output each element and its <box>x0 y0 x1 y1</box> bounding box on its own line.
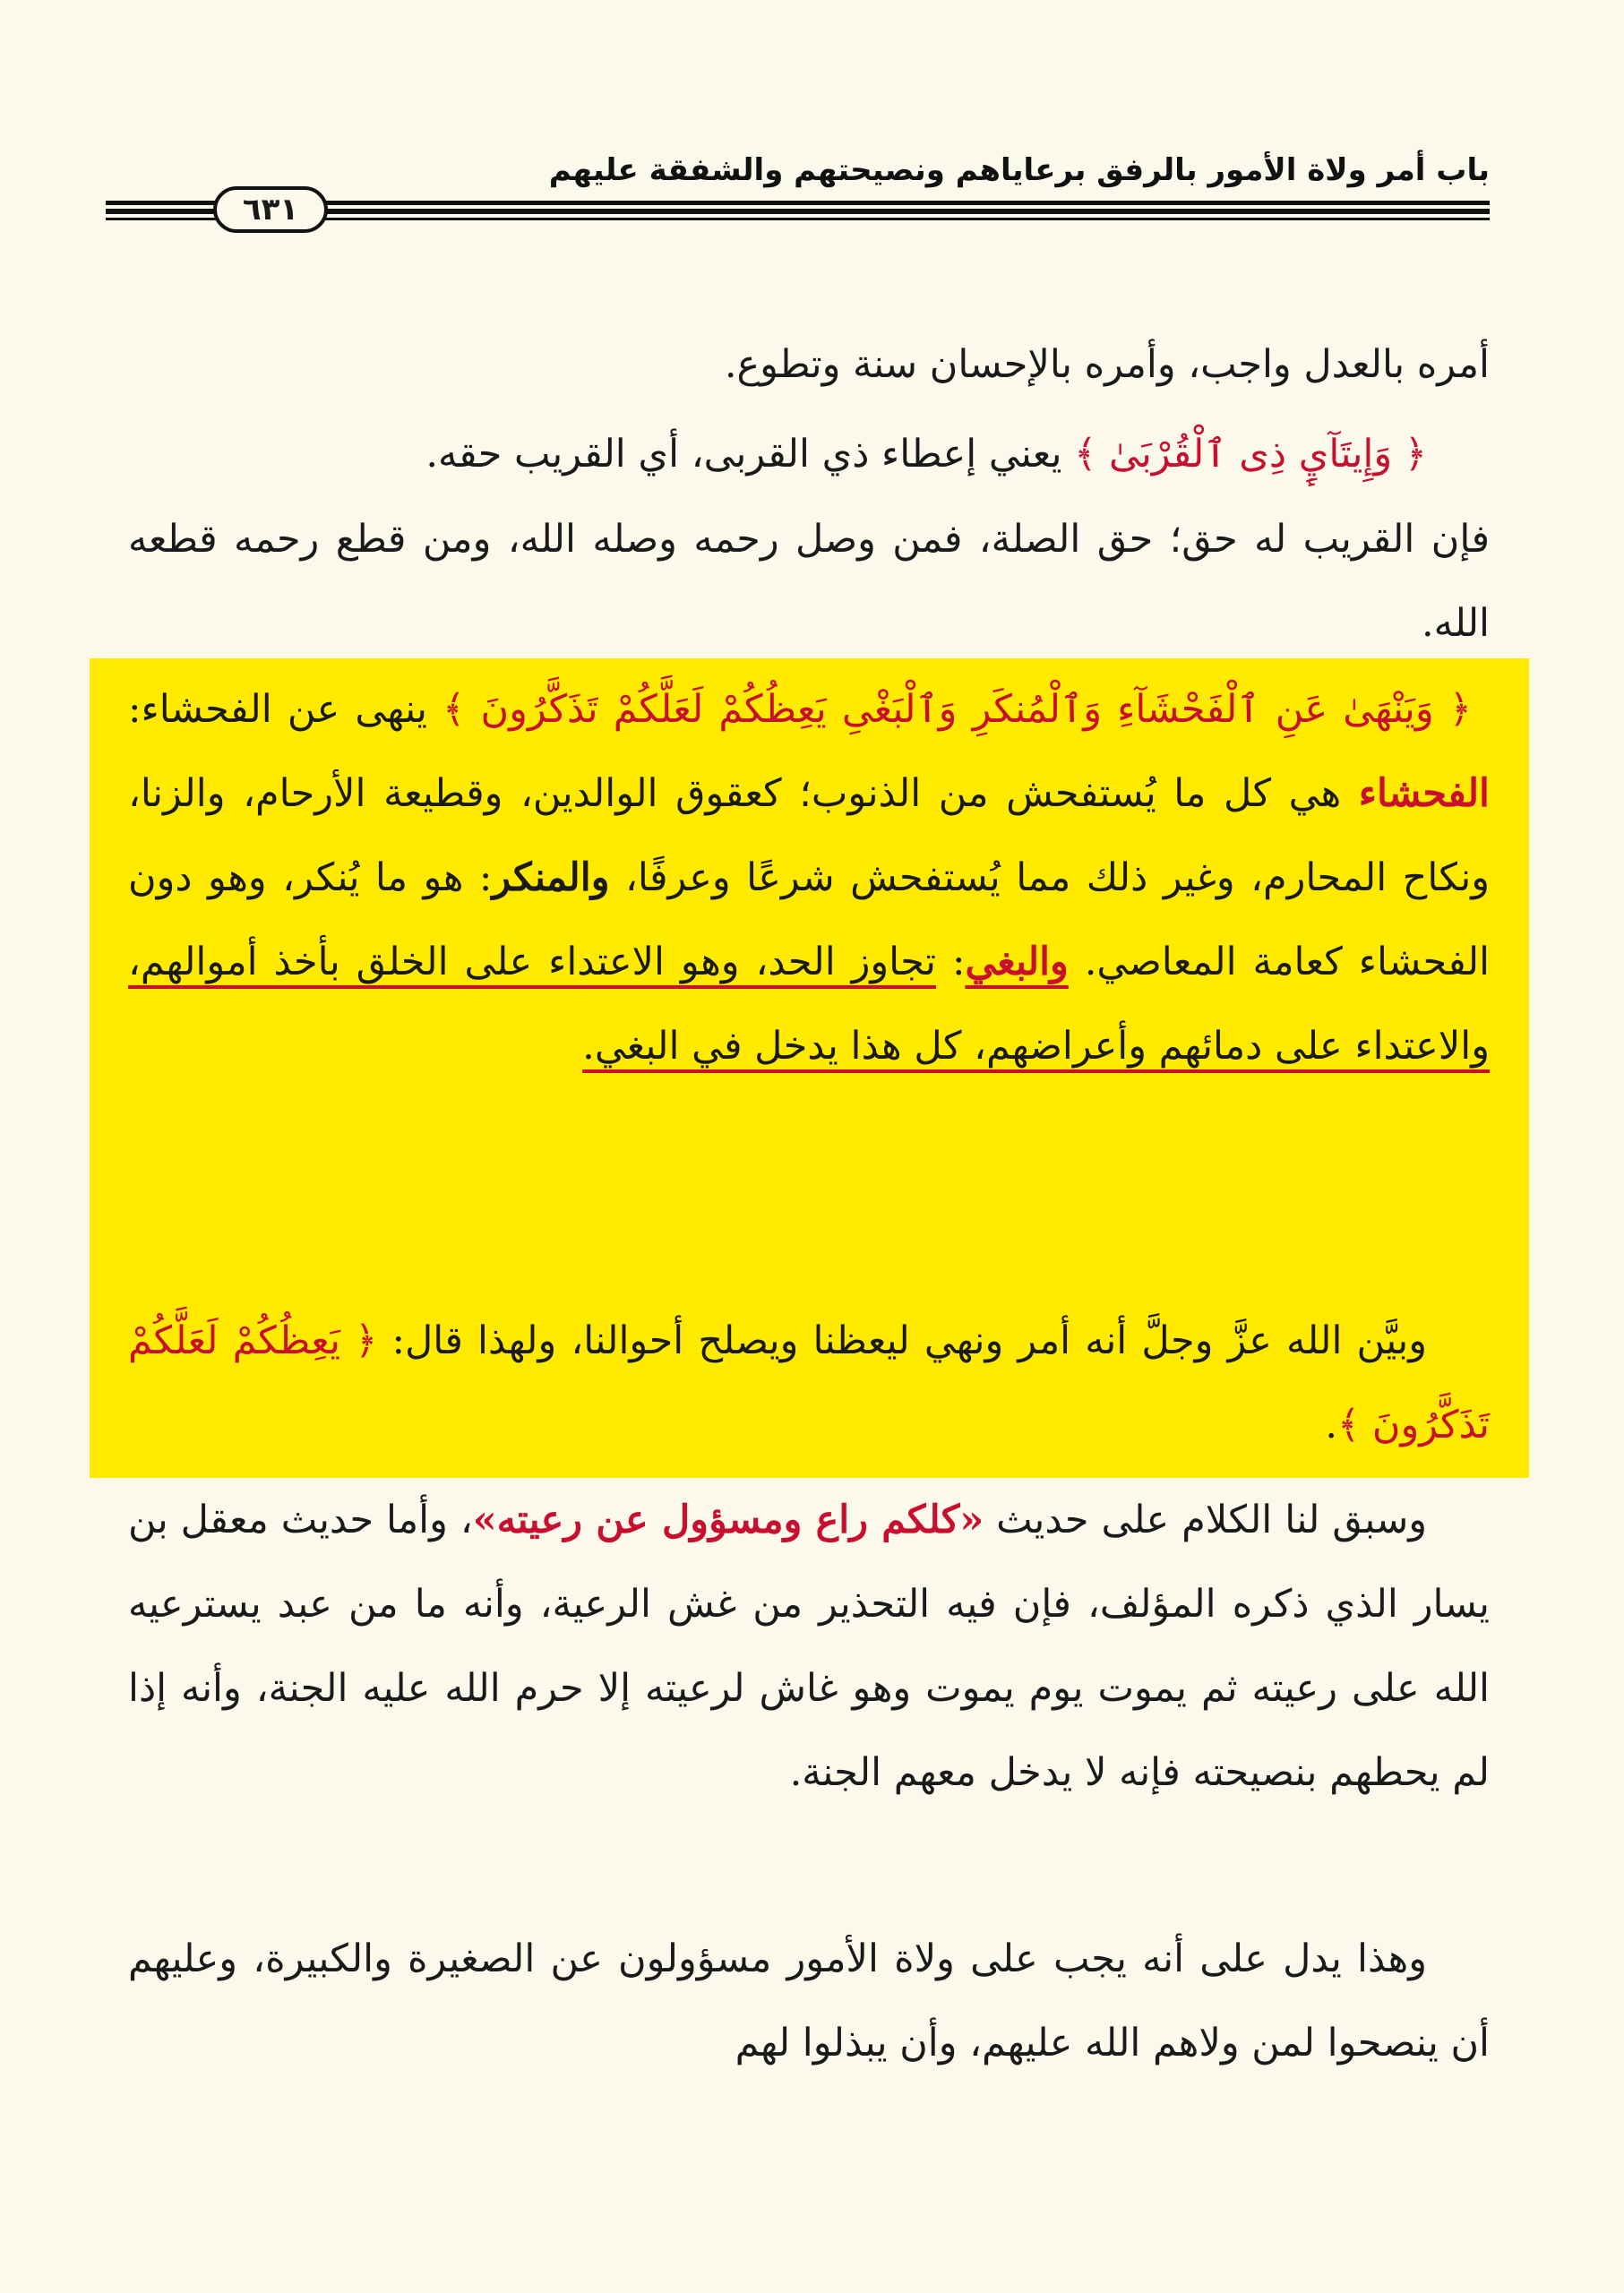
chapter-title: باب أمر ولاة الأمور بالرفق برعاياهم ونصيحتهم والشفقة عليهم <box>548 152 1490 188</box>
paragraph-5 <box>128 1299 1490 1467</box>
quran-verse: ﴿ يَعِظُكُمْ لَعَلَّكُمْ تَذَكَّرُونَ ﴾ <box>128 1318 1490 1447</box>
paragraph-6-text: ، وأما حديث معقل بن يسار الذي ذكره المؤلف، فإن فيه التحذير من غش الرعية، وأنه ما من عبد يسترعيه الله على رعيته ثم يموت يوم يموت وهو غاش لرعيته إلا حرم الله عليه الجنة، وأنه إذا لم يحطهم بنصيحته فإنه لا يدخل معهم الجنة. <box>128 1498 1490 1795</box>
paragraph-3-text: فإن القريب له حق؛ حق الصلة، فمن وصل رحمه وصله الله، ومن قطع رحمه قطعه الله. <box>128 517 1490 646</box>
hadith-quote: «كلكم راع ومسؤول عن رعيته» <box>472 1498 984 1542</box>
paragraph-7 <box>128 1917 1490 2085</box>
paragraph-2-text: يعني إعطاء ذي القربى، أي القريب حقه. <box>425 432 1075 477</box>
paragraph-4 <box>128 667 1490 1088</box>
term-baghy: والبغي <box>965 940 1069 984</box>
paragraph-4-text: ينهى عن الفحشاء: <box>128 687 443 732</box>
quran-verse: ﴿ وَإِيتَآيِٕ ذِى ٱلْقُرْبَىٰ ﴾ <box>1074 432 1427 477</box>
paragraph-4-text: : هو ما يُنكر، وهو دون الفحشاء كعامة المعاصي. <box>128 855 1491 984</box>
quran-verse: ﴿ وَيَنْهَىٰ عَنِ ٱلْفَحْشَآءِ وَٱلْمُنكَرِ وَٱلْبَغْىِ يَعِظُكُمْ لَعَلَّكُمْ تَذَكَّرُونَ ﴾ <box>443 687 1472 732</box>
page-number: ٦٣١ <box>213 186 328 233</box>
paragraph-1 <box>128 322 1490 407</box>
paragraph-3 <box>128 497 1490 666</box>
paragraph-4-text: : <box>936 940 966 984</box>
paragraph-6 <box>128 1478 1490 1815</box>
paragraph-5-text: . <box>1325 1403 1338 1447</box>
paragraph-4-text: هي كل ما يُستفحش من الذنوب؛ كعقوق الوالدين، وقطيعة الأرحام، والزنا، ونكاح المحارم، وغير ذلك مما يُستفحش شرعًا وعرفًا، <box>128 771 1491 900</box>
term-fahsha: الفحشاء <box>1358 771 1490 816</box>
paragraph-7-text: وهذا يدل على أنه يجب على ولاة الأمور مسؤولون عن الصغيرة والكبيرة، وعليهم أن ينصحوا لمن ولاهم الله عليهم، وأن يبذلوا لهم <box>128 1937 1490 2065</box>
underlined-definition: تجاوز الحد، وهو الاعتداء على الخلق بأخذ أموالهم، والاعتداء على دمائهم وأعراضهم، كل هذا يدخل في البغي. <box>128 940 1490 1069</box>
paragraph-1-text: أمره بالعدل واجب، وأمره بالإحسان سنة وتطوع. <box>724 342 1490 387</box>
term-munkar: والمنكر <box>492 855 610 900</box>
paragraph-6-text: وسبق لنا الكلام على حديث <box>984 1498 1427 1542</box>
paragraph-2 <box>128 412 1490 496</box>
paragraph-5-text: وبيَّن الله عزَّ وجلَّ أنه أمر ونهي ليعظنا ويصلح أحوالنا، ولهذا قال: <box>377 1318 1427 1363</box>
